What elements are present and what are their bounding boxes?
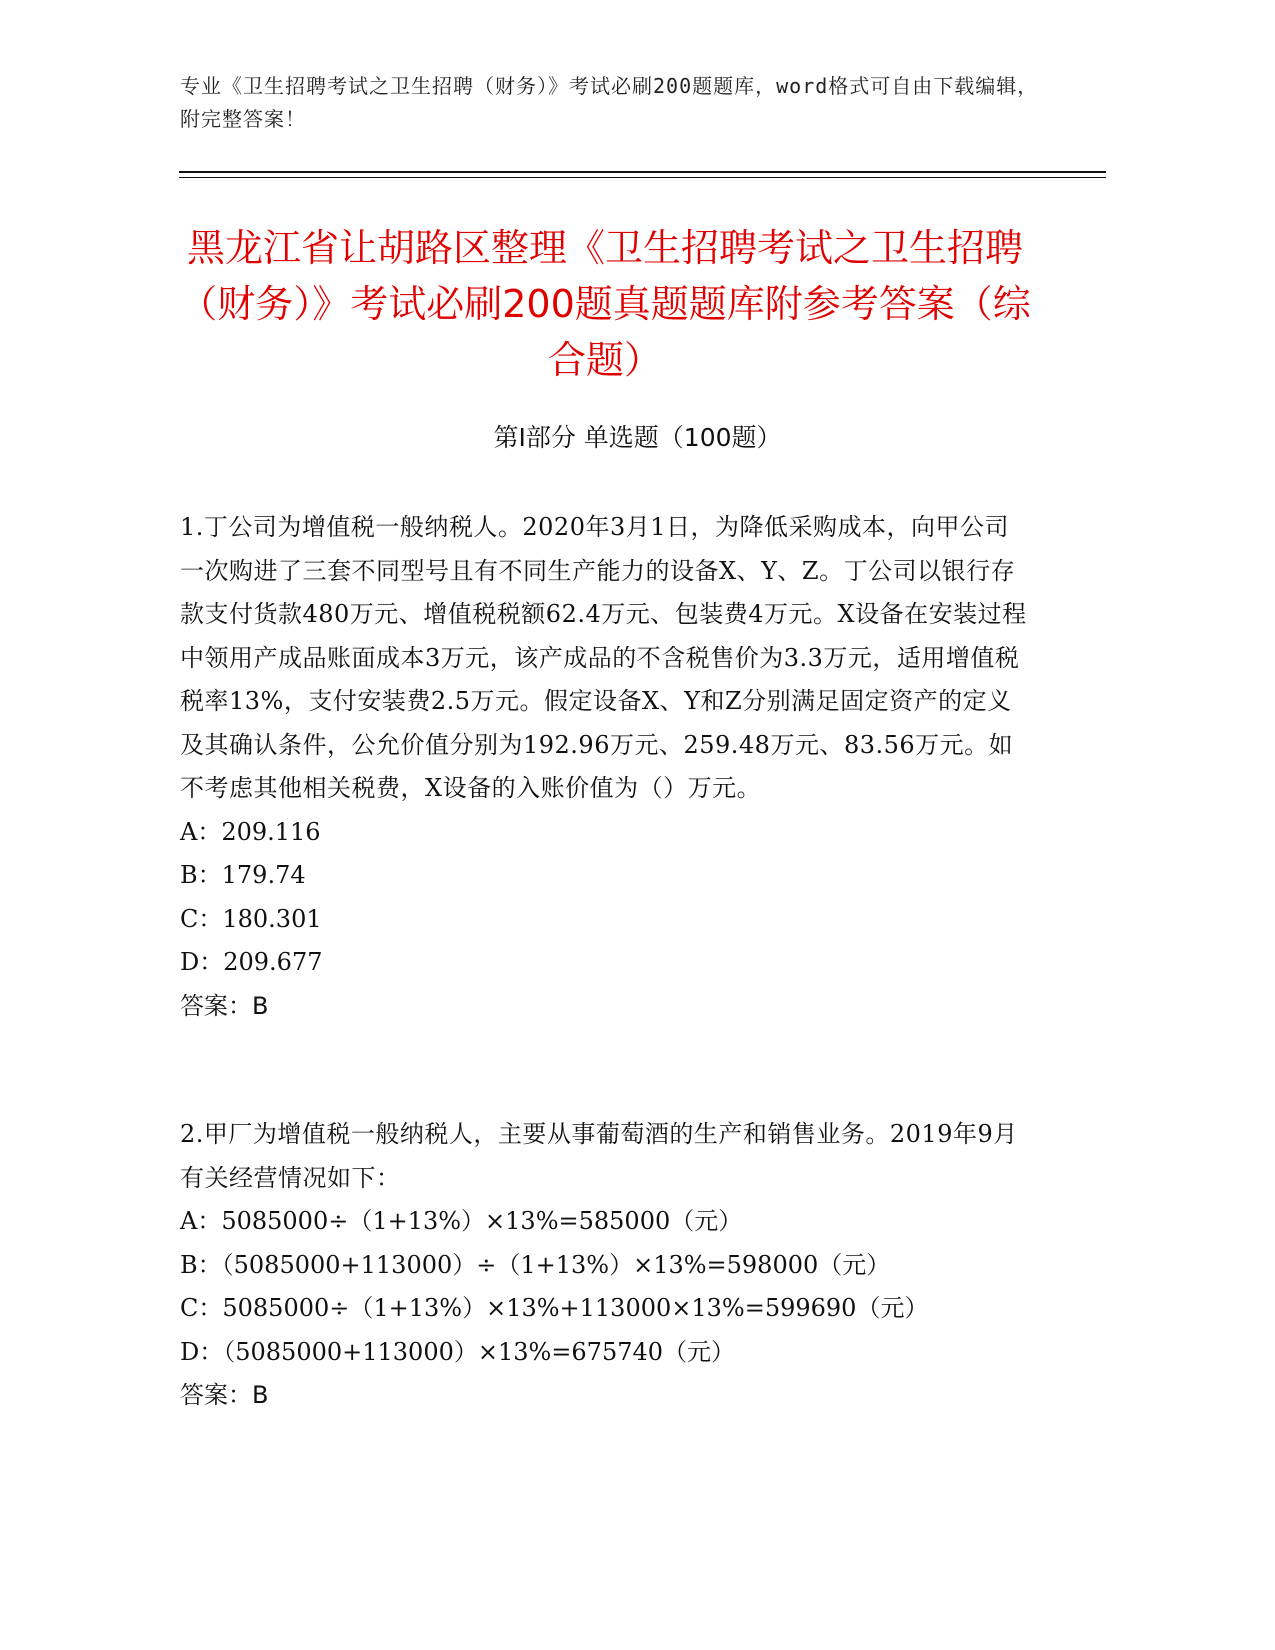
option-d: D：209.677 — [180, 948, 323, 976]
answer-line: 答案：B — [180, 1381, 269, 1409]
page-header-note: 专业《卫生招聘考试之卫生招聘（财务）》考试必刷200题题库，word格式可自由下载编辑，附完整答案！ — [180, 74, 1039, 131]
option-d: D：（5085000+113000）×13%=675740（元） — [180, 1337, 736, 1366]
option-b: B：（5085000+113000）÷（1+13%）×13%=598000（元） — [180, 1250, 891, 1279]
question-stem: 1.丁公司为增值税一般纳税人。2020年3月1日，为降低采购成本，向甲公司一次购进了三套不同型号且有不同生产能力的设备X、Y、Z。丁公司以银行存款支付货款480万元、增值税税额62.4万元、包装费4万元。X设备在安装过程中领用产成品账面成本3万元，该产成品的不含税售价为3.3万元，适用增值税税率13%，支付安装费2.5万元。假定设备X、Y和Z分别满足固定资产的定义及其确认条件，公允价值分别为192.96万元、259.48万元、83.56万元。如不考虑其他相关税费，X设备的入账价值为（）万元。 — [180, 513, 1027, 802]
option-a: A：5085000÷（1+13%）×13%=585000（元） — [180, 1207, 743, 1235]
header-divider-thin — [179, 177, 1106, 178]
option-c: C：5085000÷（1+13%）×13%+113000×13%=599690（元） — [180, 1294, 929, 1322]
question-2 — [180, 1113, 1030, 1418]
option-a: A：209.116 — [180, 817, 321, 846]
header-divider-thick — [179, 171, 1106, 173]
answer-line: 答案：B — [180, 991, 269, 1020]
section-heading: 第Ⅰ部分 单选题（100题） — [493, 423, 782, 452]
question-1 — [180, 506, 1030, 1028]
document-title: 黑龙江省让胡路区整理《卫生招聘考试之卫生招聘（财务）》考试必刷200题真题题库附参考答案（综合题） — [179, 226, 1031, 382]
question-stem: 2.甲厂为增值税一般纳税人，主要从事葡萄酒的生产和销售业务。2019年9月有关经营情况如下： — [180, 1120, 1018, 1192]
option-c: C：180.301 — [180, 904, 322, 933]
option-b: B：179.74 — [180, 861, 306, 889]
